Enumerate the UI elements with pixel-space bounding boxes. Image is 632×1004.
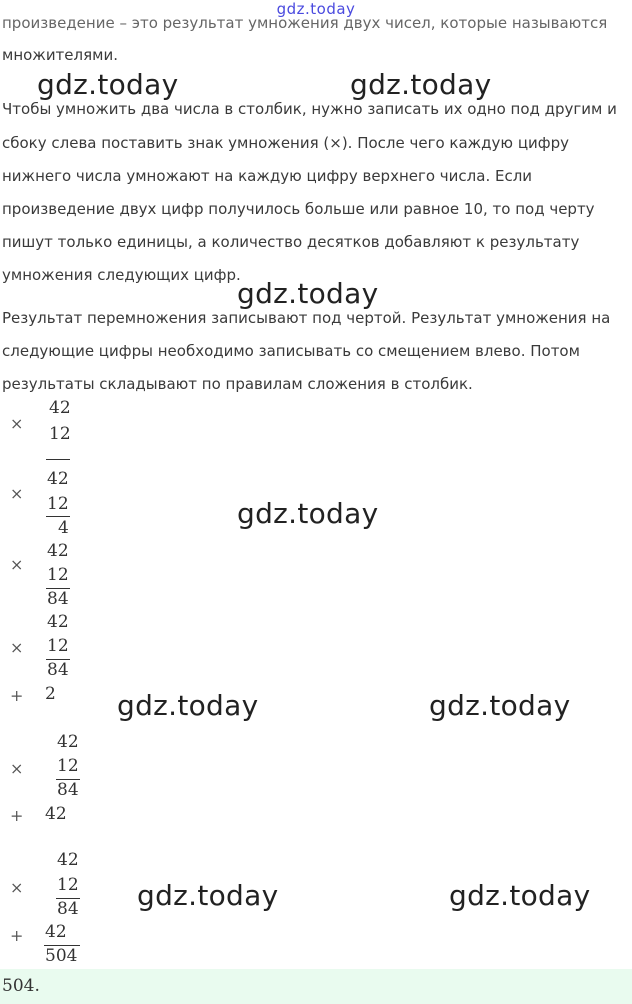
times-sign: × bbox=[10, 555, 24, 574]
paragraph-line: следующие цифры необходимо записывать со смещением влево. Потом bbox=[2, 342, 580, 360]
result-number: 4 bbox=[58, 518, 69, 538]
top-number: 42 bbox=[49, 398, 71, 418]
plus-sign: + bbox=[10, 926, 24, 945]
bottom-number: 12 bbox=[57, 756, 79, 776]
paragraph-line: результаты складывают по правилам сложения в столбик. bbox=[2, 375, 473, 393]
paragraph-line: Чтобы умножить два числа в столбик, нужно записать их одно под другим и bbox=[2, 100, 617, 118]
paragraph-line: пишут только единицы, а количество десятков добавляют к результату bbox=[2, 233, 580, 251]
paragraph-line: умножения следующих цифр. bbox=[2, 266, 241, 284]
watermark-top: gdz.today bbox=[276, 0, 356, 18]
paragraph-line: сбоку слева поставить знак умножения (×). После чего каждую цифру bbox=[2, 134, 570, 152]
paragraph-line: Результат перемножения записывают под чертой. Результат умножения на bbox=[2, 309, 611, 327]
partial-number: 42 bbox=[45, 804, 67, 824]
answer-box bbox=[0, 969, 632, 1004]
watermark: gdz.today bbox=[237, 497, 379, 530]
top-number: 42 bbox=[57, 732, 79, 752]
result-number: 84 bbox=[57, 780, 79, 800]
plus-sign: + bbox=[10, 686, 24, 705]
watermark: gdz.today bbox=[237, 277, 379, 310]
top-number: 42 bbox=[57, 850, 79, 870]
answer-text: 504. bbox=[2, 976, 40, 996]
watermark: gdz.today bbox=[350, 68, 492, 101]
watermark: gdz.today bbox=[449, 879, 591, 912]
bottom-number: 12 bbox=[47, 494, 69, 514]
bottom-number: 12 bbox=[47, 636, 69, 656]
watermark: gdz.today bbox=[37, 68, 179, 101]
bottom-number: 12 bbox=[47, 565, 69, 585]
top-number: 42 bbox=[47, 469, 69, 489]
paragraph-line: нижнего числа умножают на каждую цифру верхнего числа. Если bbox=[2, 167, 533, 185]
bottom-number: 12 bbox=[49, 424, 71, 444]
plus-sign: + bbox=[10, 806, 24, 825]
partial-number: 42 bbox=[45, 922, 67, 942]
times-sign: × bbox=[10, 878, 24, 897]
underline bbox=[46, 516, 70, 517]
paragraph-line: произведение – это результат умножения двух чисел, которые называются bbox=[2, 14, 608, 32]
result-number: 84 bbox=[47, 589, 69, 609]
top-number: 42 bbox=[47, 541, 69, 561]
paragraph-line: произведение двух цифр получилось больше или равное 10, то под черту bbox=[2, 200, 595, 218]
times-sign: × bbox=[10, 759, 24, 778]
times-sign: × bbox=[10, 484, 24, 503]
watermark: gdz.today bbox=[429, 689, 571, 722]
paragraph-line: множителями. bbox=[2, 46, 118, 64]
sum-number: 504 bbox=[45, 946, 78, 966]
result-number: 84 bbox=[57, 899, 79, 919]
partial-number: 2 bbox=[45, 684, 56, 704]
watermark: gdz.today bbox=[117, 689, 259, 722]
bottom-number: 12 bbox=[57, 875, 79, 895]
top-number: 42 bbox=[47, 612, 69, 632]
times-sign: × bbox=[10, 414, 24, 433]
watermark: gdz.today bbox=[137, 879, 279, 912]
result-number: 84 bbox=[47, 660, 69, 680]
underline bbox=[46, 459, 70, 460]
times-sign: × bbox=[10, 638, 24, 657]
